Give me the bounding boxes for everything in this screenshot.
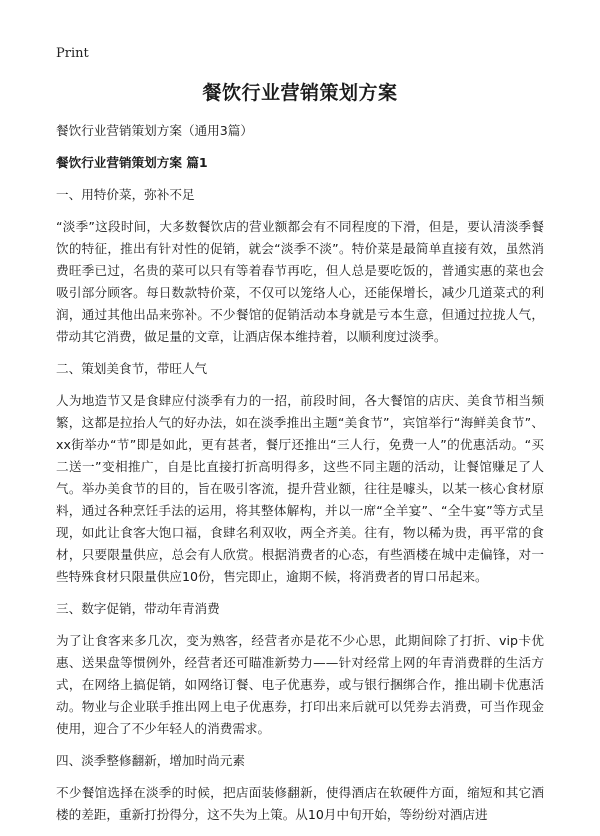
section-heading: 四、淡季整修翻新，增加时尚元素 bbox=[56, 753, 245, 768]
document-body bbox=[56, 120, 544, 836]
document-subtitle: 餐饮行业营销策划方案（通用3篇） bbox=[56, 123, 253, 138]
section-heading: 三、数字促销，带动年青消费 bbox=[56, 601, 220, 616]
section-heading: 二、策划美食节，带旺人气 bbox=[56, 361, 208, 376]
part-heading: 餐饮行业营销策划方案 篇1 bbox=[56, 155, 208, 170]
section-paragraph: 为了让食客来多几次，变为熟客，经营者亦是花不少心思，此期间除了打折、vip卡优惠、送果盘等惯例外，经营者还可瞄准新势力——针对经常上网的年青消费群的生活方式，在网络上搞促销，如网络订餐、电子优惠券，或与银行捆绑合作，推出刷卡优惠活动。物业与企业联手推出网上电子优惠券，打印出来后就可以凭券去消费，可当作现金使用，迎合了不少年轻人的消费需求。 bbox=[56, 633, 544, 736]
section-heading: 一、用特价菜，弥补不足 bbox=[56, 187, 195, 202]
page-title: 餐饮行业营销策划方案 bbox=[202, 82, 398, 104]
section-paragraph: 不少餐馆选择在淡季的时候，把店面装修翻新，使得酒店在软硬件方面，缩短和其它酒楼的差距，重新打扮得分，这不失为上策。从10月中旬开始，等纷纷对酒店进 bbox=[56, 785, 544, 822]
section-paragraph: 人为地造节又是食肆应付淡季有力的一招，前段时间，各大餐馆的店庆、美食节相当频繁，这都是拉抬人气的好办法，如在淡季推出主题“美食节”，宾馆举行“海鲜美食节”、xx街举办“节”即是如此，更有甚者，餐厅还推出“三人行，免费一人”的优惠活动。“买二送一”变相推广，自是比直接打折高明得多，这些不同主题的活动，让餐馆赚足了人气。举办美食节的目的，旨在吸引客流，提升营业额，往往是噱头，以某一核心食材原料，通过各种烹饪手法的运用，将其整体解构，并以一席“全羊宴”、“全牛宴”等方式呈现，如此让食客大饱口福，食肆名利双收，两全齐美。往有，物以稀为贵，再平常的食材，只要限量供应，总会有人欣赏。根据消费者的心态，有些酒楼在城中走偏锋，对一些特殊食材只限量供应10份，售完即止，逾期不候，将消费者的胃口吊起来。 bbox=[56, 393, 544, 584]
print-link[interactable]: Print bbox=[56, 46, 89, 61]
section-paragraph: “淡季”这段时间，大多数餐饮店的营业额都会有不同程度的下滑，但是，要认清淡季餐饮的特征，推出有针对性的促销，就会“淡季不淡”。特价菜是最简单直接有效，虽然消费旺季已过，名贵的菜可以只有等着春节再吃，但人总是要吃饭的，普通实惠的菜也会吸引部分顾客。每日数款特价菜，不仅可以笼络人心，还能保增长，减少几道菜式的利润，通过其他出品来弥补。不少餐馆的促销活动本身就是亏本生意，但通过拉拢人气，带动其它消费，做足量的文章，让酒店保本维持着，以顺利度过淡季。 bbox=[56, 219, 544, 344]
